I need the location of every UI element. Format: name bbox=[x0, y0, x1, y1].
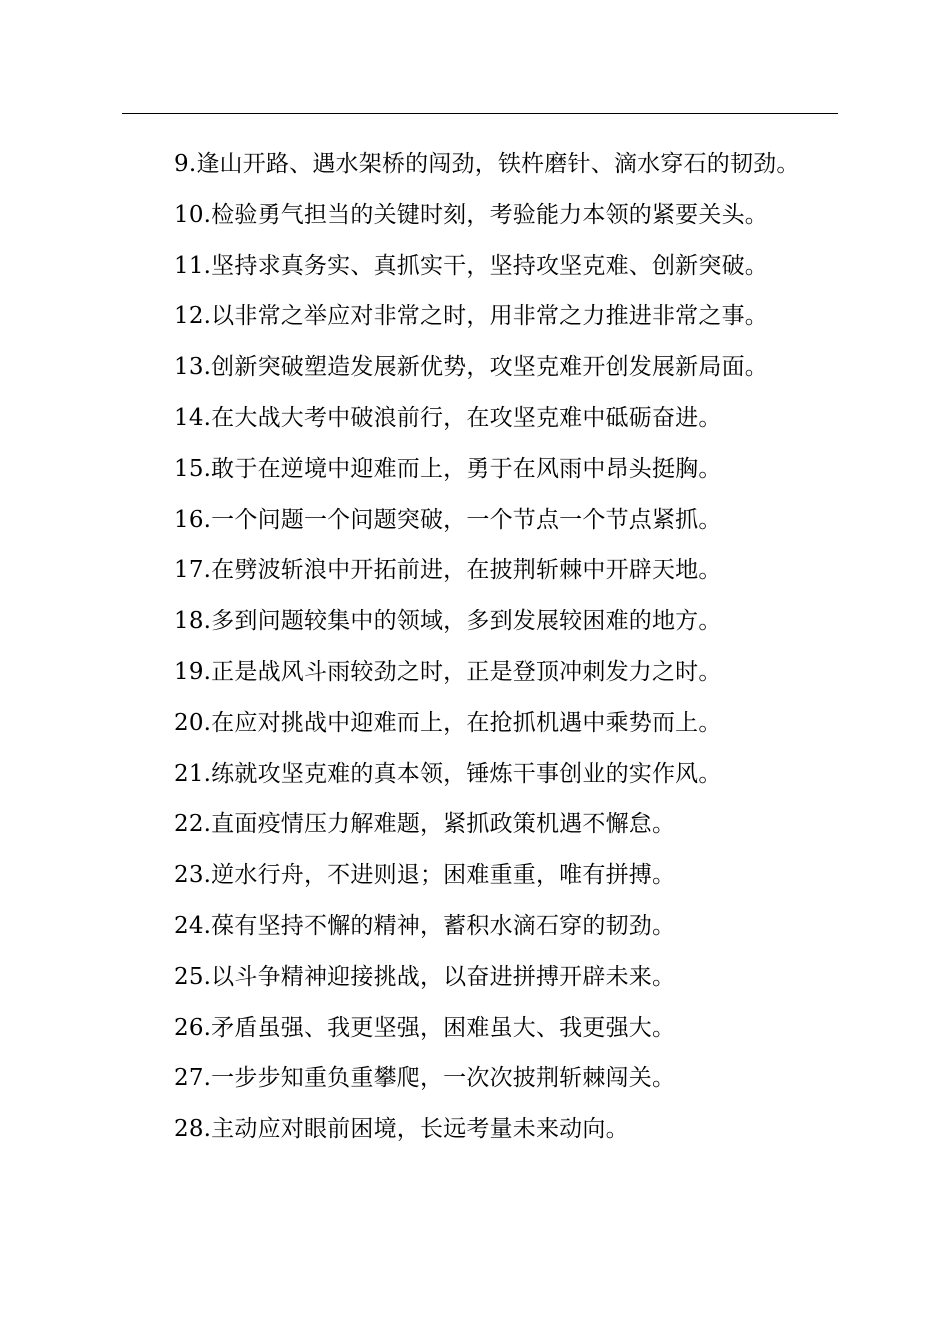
list-item: 24.葆有坚持不懈的精神，蓄积水滴石穿的韧劲。 bbox=[174, 912, 676, 939]
list-item: 21.练就攻坚克难的真本领，锤炼干事创业的实作风。 bbox=[174, 760, 722, 787]
list-item: 13.创新突破塑造发展新优势，攻坚克难开创发展新局面。 bbox=[174, 354, 768, 381]
list-item: 17.在劈波斩浪中开拓前进，在披荆斩棘中开辟天地。 bbox=[174, 557, 722, 584]
list-item: 18.多到问题较集中的领域，多到发展较困难的地方。 bbox=[174, 608, 722, 635]
list-item: 20.在应对挑战中迎难而上，在抢抓机遇中乘势而上。 bbox=[174, 709, 722, 736]
header-rule bbox=[122, 113, 838, 114]
list-item: 28.主动应对眼前困境，长远考量未来动向。 bbox=[174, 1116, 629, 1143]
list-item: 23.逆水行舟，不进则退；困难重重，唯有拼搏。 bbox=[174, 862, 676, 889]
list-item: 9.逢山开路、遇水架桥的闯劲，铁杵磨针、滴水穿石的韧劲。 bbox=[174, 151, 800, 177]
list-item: 14.在大战大考中破浪前行，在攻坚克难中砥砺奋进。 bbox=[174, 404, 722, 431]
list-item: 11.坚持求真务实、真抓实干，坚持攻坚克难、创新突破。 bbox=[174, 252, 768, 279]
list-item: 12.以非常之举应对非常之时，用非常之力推进非常之事。 bbox=[174, 303, 768, 330]
list-item: 27.一步步知重负重攀爬，一次次披荆斩棘闯关。 bbox=[174, 1065, 676, 1092]
list-item: 19.正是战风斗雨较劲之时，正是登顶冲刺发力之时。 bbox=[174, 658, 722, 685]
list-item: 26.矛盾虽强、我更坚强，困难虽大、我更强大。 bbox=[174, 1014, 676, 1041]
list-item: 10.检验勇气担当的关键时刻，考验能力本领的紧要关头。 bbox=[174, 201, 768, 228]
list-item: 25.以斗争精神迎接挑战，以奋进拼搏开辟未来。 bbox=[174, 963, 676, 990]
list-item: 15.敢于在逆境中迎难而上，勇于在风雨中昂头挺胸。 bbox=[174, 455, 722, 482]
list-item: 16.一个问题一个问题突破，一个节点一个节点紧抓。 bbox=[174, 506, 722, 533]
document-body bbox=[174, 142, 894, 1158]
list-item: 22.直面疫情压力解难题，紧抓政策机遇不懈怠。 bbox=[174, 811, 676, 838]
